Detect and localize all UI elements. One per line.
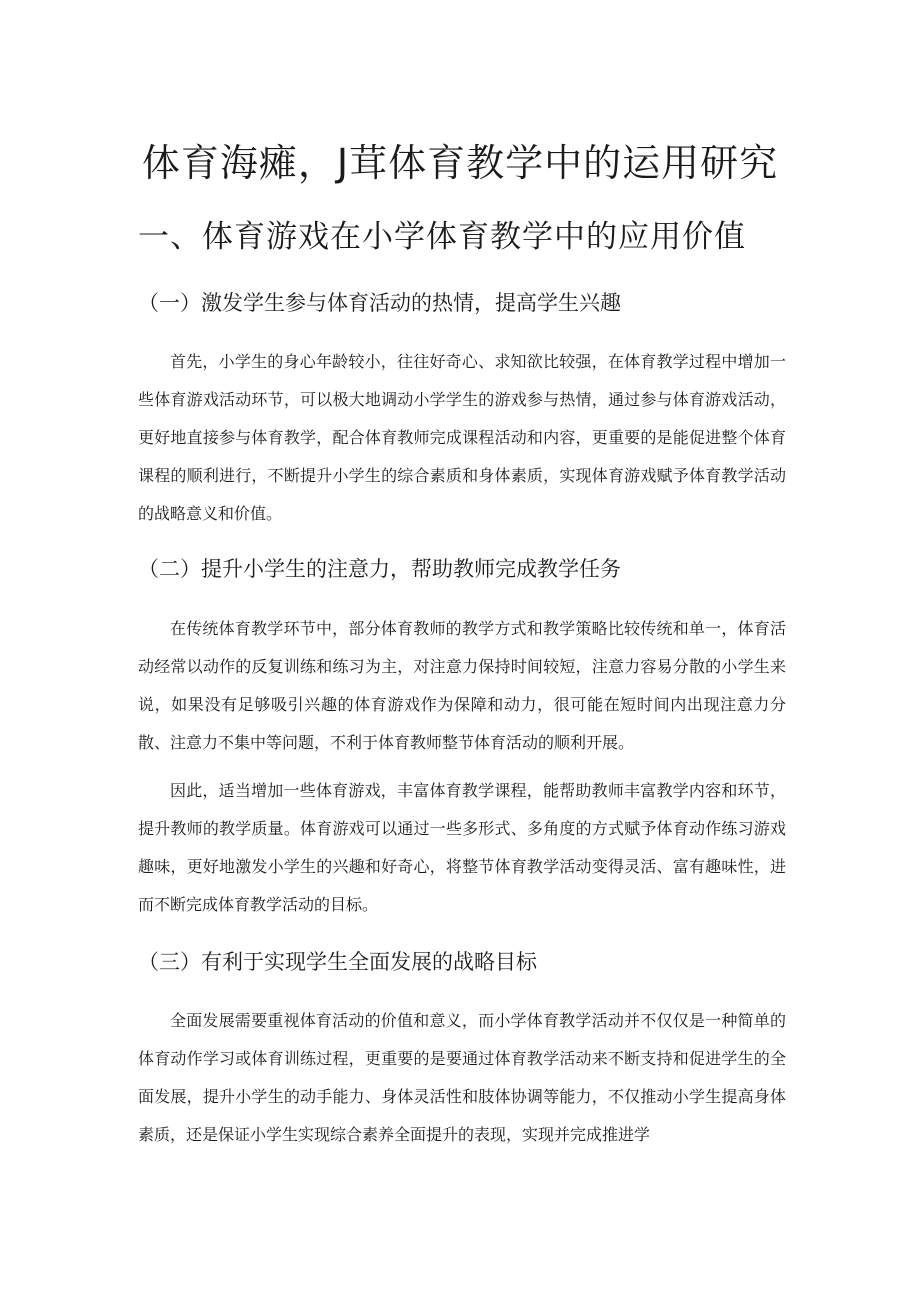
- subsection-heading-3: （三）有利于实现学生全面发展的战略目标: [138, 950, 537, 974]
- page-title: 体育海瘫，J茸体育教学中的运用研究: [141, 141, 779, 185]
- subsection-heading-1: （一）激发学生参与体育活动的热情，提高学生兴趣: [138, 291, 621, 315]
- section-heading-1: 一、体育游戏在小学体育教学中的应用价值: [138, 219, 746, 255]
- paragraph-1: 首先，小学生的身心年龄较小，往往好奇心、求知欲比较强，在体育教学过程中增加一些体育游戏活动环节，可以极大地调动小学学生的游戏参与热情，通过参与体育游戏活动，更好地直接参与体育教学，配合体育教师完成课程活动和内容，更重要的是能促进整个体育课程的顺利进行，不断提升小学生的综合素质和身体素质，实现体育游戏赋予体育教学活动的战略意义和价值。: [138, 352, 786, 523]
- subsection-heading-2: （二）提升小学生的注意力，帮助教师完成教学任务: [138, 557, 621, 581]
- paragraph-2: 在传统体育教学环节中，部分体育教师的教学方式和教学策略比较传统和单一，体育活动经常以动作的反复训练和练习为主，对注意力保持时间较短，注意力容易分散的小学生来说，如果没有足够吸引兴趣的体育游戏作为保障和动力，很可能在短时间内出现注意力分散、注意力不集中等问题，不利于体育教师整节体育活动的顺利开展。: [138, 619, 786, 752]
- paragraph-4: 全面发展需要重视体育活动的价值和意义，而小学体育教学活动并不仅仅是一种简单的体育动作学习或体育训练过程，更重要的是要通过体育教学活动来不断支持和促进学生的全面发展，提升小学生的动手能力、身体灵活性和肢体协调等能力，不仅推动小学生提高身体素质，还是保证小学生实现综合素养全面提升的表现，实现并完成推进学: [138, 1011, 786, 1144]
- paragraph-3: 因此，适当增加一些体育游戏，丰富体育教学课程，能帮助教师丰富教学内容和环节，提升教师的教学质量。体育游戏可以通过一些多形式、多角度的方式赋予体育动作练习游戏趣味，更好地激发小学生的兴趣和好奇心，将整节体育教学活动变得灵活、富有趣味性，进而不断完成体育教学活动的目标。: [138, 781, 786, 914]
